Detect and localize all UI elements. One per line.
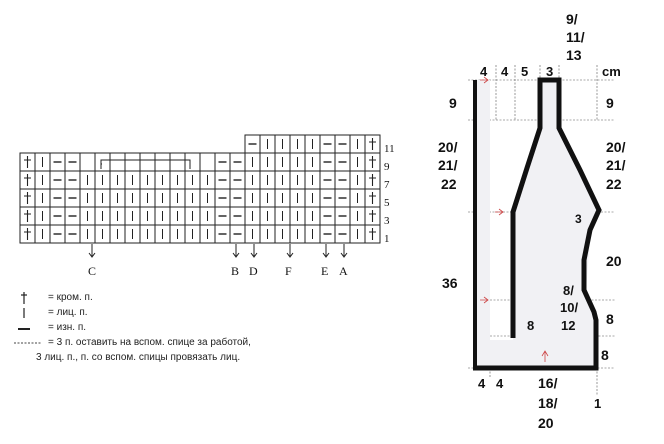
measurement-label: 10/ [560, 300, 579, 315]
edge-stitch-symbol [12, 291, 46, 305]
row-numbers [384, 143, 395, 245]
measurement-label: 4 [496, 376, 504, 391]
legend-text: = лиц. п. [48, 307, 88, 318]
edge-stitch [369, 210, 376, 222]
legend-item [12, 291, 312, 306]
measurement-label: 3 [575, 212, 582, 226]
legend-text: = кром. п. [48, 292, 93, 303]
measurement-label: 8 [527, 318, 535, 333]
stitch-chart [20, 135, 380, 243]
measurement-label: 20/ [438, 139, 458, 155]
edge-stitch [369, 228, 376, 240]
chart-cell [170, 153, 185, 171]
edge-stitch [24, 174, 31, 186]
chart-cell [95, 153, 110, 171]
measurement-label: 4 [501, 64, 509, 79]
edge-stitch [24, 192, 31, 204]
measurement-label: 16/ [538, 375, 558, 391]
edge-stitch [24, 228, 31, 240]
measurement-label: 8 [606, 311, 614, 327]
measurement-label: 9 [606, 95, 614, 111]
chart-cell [80, 153, 95, 171]
measurement-label: 5 [521, 64, 529, 79]
measurement-label: 3 [546, 64, 554, 79]
edge-stitch [369, 156, 376, 168]
measurement-label: 4 [480, 64, 488, 79]
marker-label: D [249, 264, 258, 278]
edge-stitch [369, 138, 376, 150]
measurement-label: 1 [594, 396, 602, 411]
unit-label: cm [602, 64, 621, 79]
chart-cell [155, 153, 170, 171]
row-number: 11 [384, 143, 395, 155]
row-number: 3 [384, 215, 390, 227]
row-number: 5 [384, 197, 390, 209]
measurement-label: 9 [449, 95, 457, 111]
measurement-label: 9/ [566, 11, 578, 27]
knit-stitch-symbol [12, 306, 46, 320]
purl-stitch-symbol [12, 321, 46, 335]
cable-symbol [12, 336, 46, 350]
chart-legend [12, 291, 312, 365]
legend-text: = изн. п. [48, 322, 87, 333]
marker-label: A [339, 264, 348, 278]
legend-item [12, 306, 312, 321]
chart-cell [200, 153, 215, 171]
measurement-label: 20/ [606, 139, 626, 155]
measurement-label: 4 [478, 376, 486, 391]
measurement-label: 21/ [606, 157, 626, 173]
edge-stitch [369, 174, 376, 186]
legend-text: = 3 п. оставить на вспом. спице за работой, [48, 337, 251, 348]
marker-label: F [285, 264, 292, 278]
cable-crossing-symbol [101, 160, 190, 169]
marker-label: B [231, 264, 240, 278]
legend-item-continued [12, 351, 312, 365]
row-number: 9 [384, 161, 390, 173]
chart-markers [89, 244, 347, 257]
chart-cell [185, 153, 200, 171]
legend-text: 3 лиц. п., п. со вспом. спицы провязать лиц. [36, 352, 241, 363]
edge-stitch [24, 210, 31, 222]
measurement-label: 8 [601, 347, 609, 363]
row-number: 7 [384, 179, 390, 191]
measurement-label: 12 [561, 318, 576, 333]
edge-stitch [24, 156, 31, 168]
marker-label: C [88, 264, 97, 278]
measurement-label: 18/ [538, 395, 558, 411]
measurement-label: 11/ [566, 29, 585, 45]
legend-item [12, 321, 312, 336]
measurement-label: 22 [606, 176, 622, 192]
measurement-label: 13 [566, 47, 582, 63]
sweater-schematic [438, 11, 626, 431]
chart-cell [140, 153, 155, 171]
chart-cell [125, 153, 140, 171]
edge-stitch [369, 192, 376, 204]
measurement-label: 8/ [563, 283, 574, 298]
measurement-label: 20 [606, 253, 622, 269]
chart-cell [110, 153, 125, 171]
row-number: 1 [384, 233, 390, 245]
marker-label: E [321, 264, 329, 278]
legend-item [12, 336, 312, 351]
measurement-label: 20 [538, 415, 554, 431]
measurement-label: 21/ [438, 157, 458, 173]
measurement-label: 36 [442, 275, 458, 291]
measurement-label: 22 [441, 176, 457, 192]
